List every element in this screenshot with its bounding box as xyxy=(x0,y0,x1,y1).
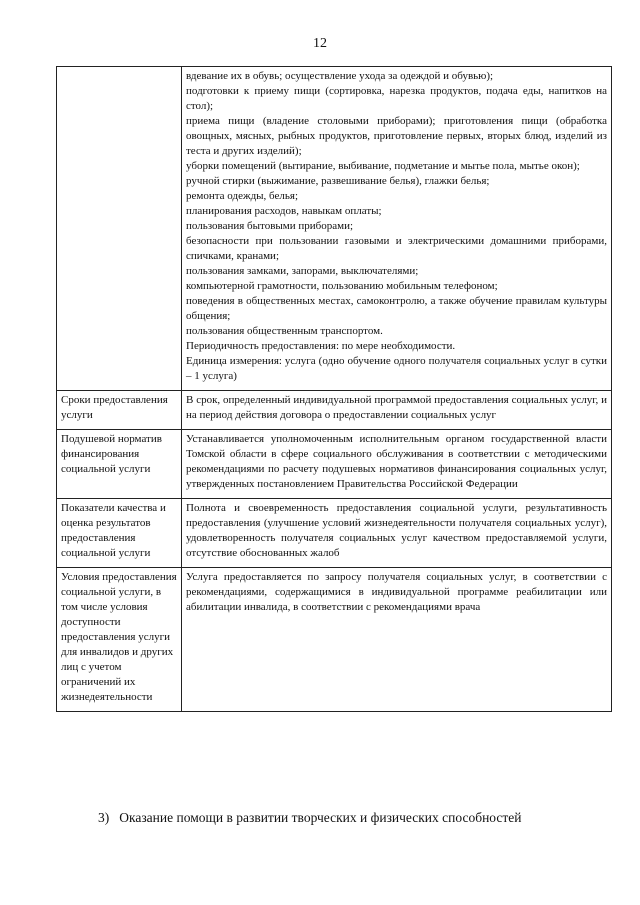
row-content xyxy=(182,568,612,712)
row-label xyxy=(57,67,182,391)
content-line: безопасности при пользовании газовыми и электрическими домашними приборами, спичками, кранами; xyxy=(186,235,607,262)
table-row xyxy=(57,499,612,568)
section-number: 3) xyxy=(98,810,110,825)
row-content xyxy=(182,430,612,499)
section-title: Оказание помощи в развитии творческих и физических способностей xyxy=(119,810,522,825)
row-content xyxy=(182,67,612,391)
content-line: ремонта одежды, белья; xyxy=(186,190,299,202)
table-row xyxy=(57,391,612,430)
content-line: компьютерной грамотности, пользованию мобильным телефоном; xyxy=(186,280,498,292)
section-heading xyxy=(98,810,521,826)
content-line: планирования расходов, навыкам оплаты; xyxy=(186,205,382,217)
table-row xyxy=(57,67,612,391)
content-line: Полнота и своевременность предоставления социальной услуги, результативность предоставления (улучшение условий жизнедеятельности получателя социальных услуг), удовлетворенность получателя социальных услуг качеством предоставляемой услуги, отсутствие обоснованных жалоб xyxy=(186,502,607,559)
row-content xyxy=(182,499,612,568)
table-row xyxy=(57,568,612,712)
table-row xyxy=(57,430,612,499)
content-line: вдевание их в обувь; осуществление ухода за одеждой и обувью); xyxy=(186,70,494,82)
row-label: Условия предоставления социальной услуги, в том числе условия доступности предоставления услуги для инвалидов и других лиц с учетом ограничений их жизнедеятельности xyxy=(57,568,182,712)
content-line: приема пищи (владение столовыми приборами); приготовления пищи (обработка овощных, мясных, рыбных продуктов, приготовление первых, вторых блюд, изделий из теста и других изделий); xyxy=(186,115,607,157)
content-line: Периодичность предоставления: по мере необходимости. xyxy=(186,340,456,352)
row-content xyxy=(182,391,612,430)
content-line: Услуга предоставляется по запросу получателя социальных услуг, в соответствии с рекомендациями, содержащимися в индивидуальной программе реабилитации или абилитации инвалида, в соответствии с рекомендациями врача xyxy=(186,571,607,613)
service-description-table xyxy=(56,66,612,712)
content-line: ручной стирки (выжимание, развешивание белья), глажки белья; xyxy=(186,175,490,187)
content-line: подготовки к приему пищи (сортировка, нарезка продуктов, подача еды, напитков на стол); xyxy=(186,85,607,112)
page-number: 12 xyxy=(313,36,327,51)
content-line: пользования замками, запорами, выключателями; xyxy=(186,265,419,277)
content-line: В срок, определенный индивидуальной программой предоставления социальных услуг, и на период действия договора о предоставлении социальных услуг xyxy=(186,394,607,421)
row-label: Подушевой норматив финансирования социальной услуги xyxy=(57,430,182,499)
row-label: Показатели качества и оценка результатов предоставления социальной услуги xyxy=(57,499,182,568)
content-line: Устанавливается уполномоченным исполнительным органом государственной власти Томской области в сфере социального обслуживания в соответствии с методическими рекомендациями по расчету подушевых нормативов финансирования социальных услуг, утвержденных постановлением Правительства Российской Федерации xyxy=(186,433,607,490)
content-line: Единица измерения: услуга (одно обучение одного получателя социальных услуг в сутки – 1 услуга) xyxy=(186,355,607,382)
content-line: пользования общественным транспортом. xyxy=(186,325,383,337)
content-line: пользования бытовыми приборами; xyxy=(186,220,354,232)
content-line: уборки помещений (вытирание, выбивание, подметание и мытье пола, мытье окон); xyxy=(186,160,580,172)
row-label: Сроки предоставления услуги xyxy=(57,391,182,430)
content-line: поведения в общественных местах, самоконтролю, а также обучение правилам культуры общения; xyxy=(186,295,607,322)
